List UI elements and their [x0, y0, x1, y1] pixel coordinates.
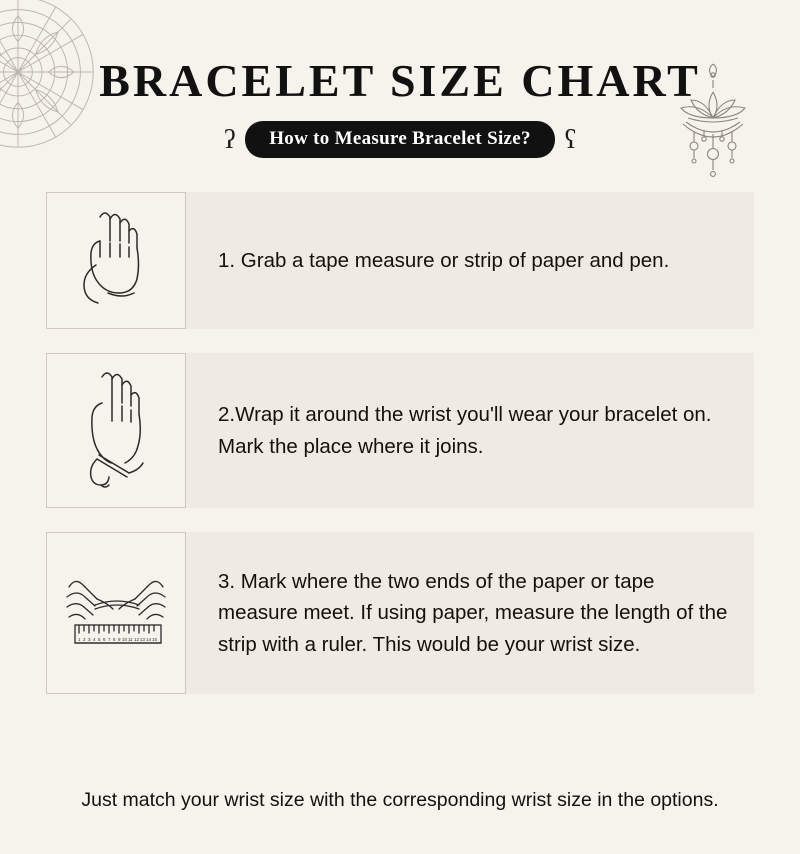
flourish-left-icon: ʕ: [223, 124, 236, 154]
svg-text:2: 2: [83, 637, 86, 642]
step-3-text: 3. Mark where the two ends of the paper or tape measure meet. If using paper, measure the length of the strip with a ruler. This would be your wrist size.: [218, 570, 728, 656]
svg-text:7: 7: [108, 637, 111, 642]
svg-text:5: 5: [98, 637, 101, 642]
svg-text:11: 11: [128, 637, 133, 642]
svg-text:1: 1: [78, 637, 81, 642]
list-item: [46, 353, 754, 508]
step-2-text: 2.Wrap it around the wrist you'll wear your bracelet on. Mark the place where it joins.: [218, 403, 712, 458]
step-2-illustration: [46, 353, 186, 508]
step-1-text: 1. Grab a tape measure or strip of paper and pen.: [218, 248, 670, 272]
svg-text:15: 15: [152, 637, 158, 642]
page-title: BRACELET SIZE CHART: [99, 55, 701, 106]
flourish-right-icon: ʕ: [564, 124, 577, 154]
svg-text:8: 8: [113, 637, 116, 642]
svg-text:4: 4: [93, 637, 96, 642]
tape-around-wrist-icon: [56, 363, 176, 498]
hand-holding-tape-icon: [56, 201, 176, 321]
svg-text:10: 10: [122, 637, 128, 642]
svg-text:12: 12: [134, 637, 140, 642]
ruler-measuring-strip-icon: [51, 553, 181, 673]
step-3-illustration: [46, 532, 186, 694]
subtitle-row: [0, 121, 800, 158]
svg-text:13: 13: [140, 637, 146, 642]
svg-text:9: 9: [118, 637, 121, 642]
svg-text:3: 3: [88, 637, 91, 642]
steps-list: [46, 192, 754, 694]
svg-text:6: 6: [103, 637, 106, 642]
footer-note: Just match your wrist size with the corresponding wrist size in the options.: [81, 789, 719, 811]
step-1-illustration: [46, 192, 186, 329]
list-item: [46, 192, 754, 329]
list-item: [46, 532, 754, 694]
subtitle-pill: How to Measure Bracelet Size?: [245, 121, 555, 158]
svg-text:14: 14: [146, 637, 152, 642]
